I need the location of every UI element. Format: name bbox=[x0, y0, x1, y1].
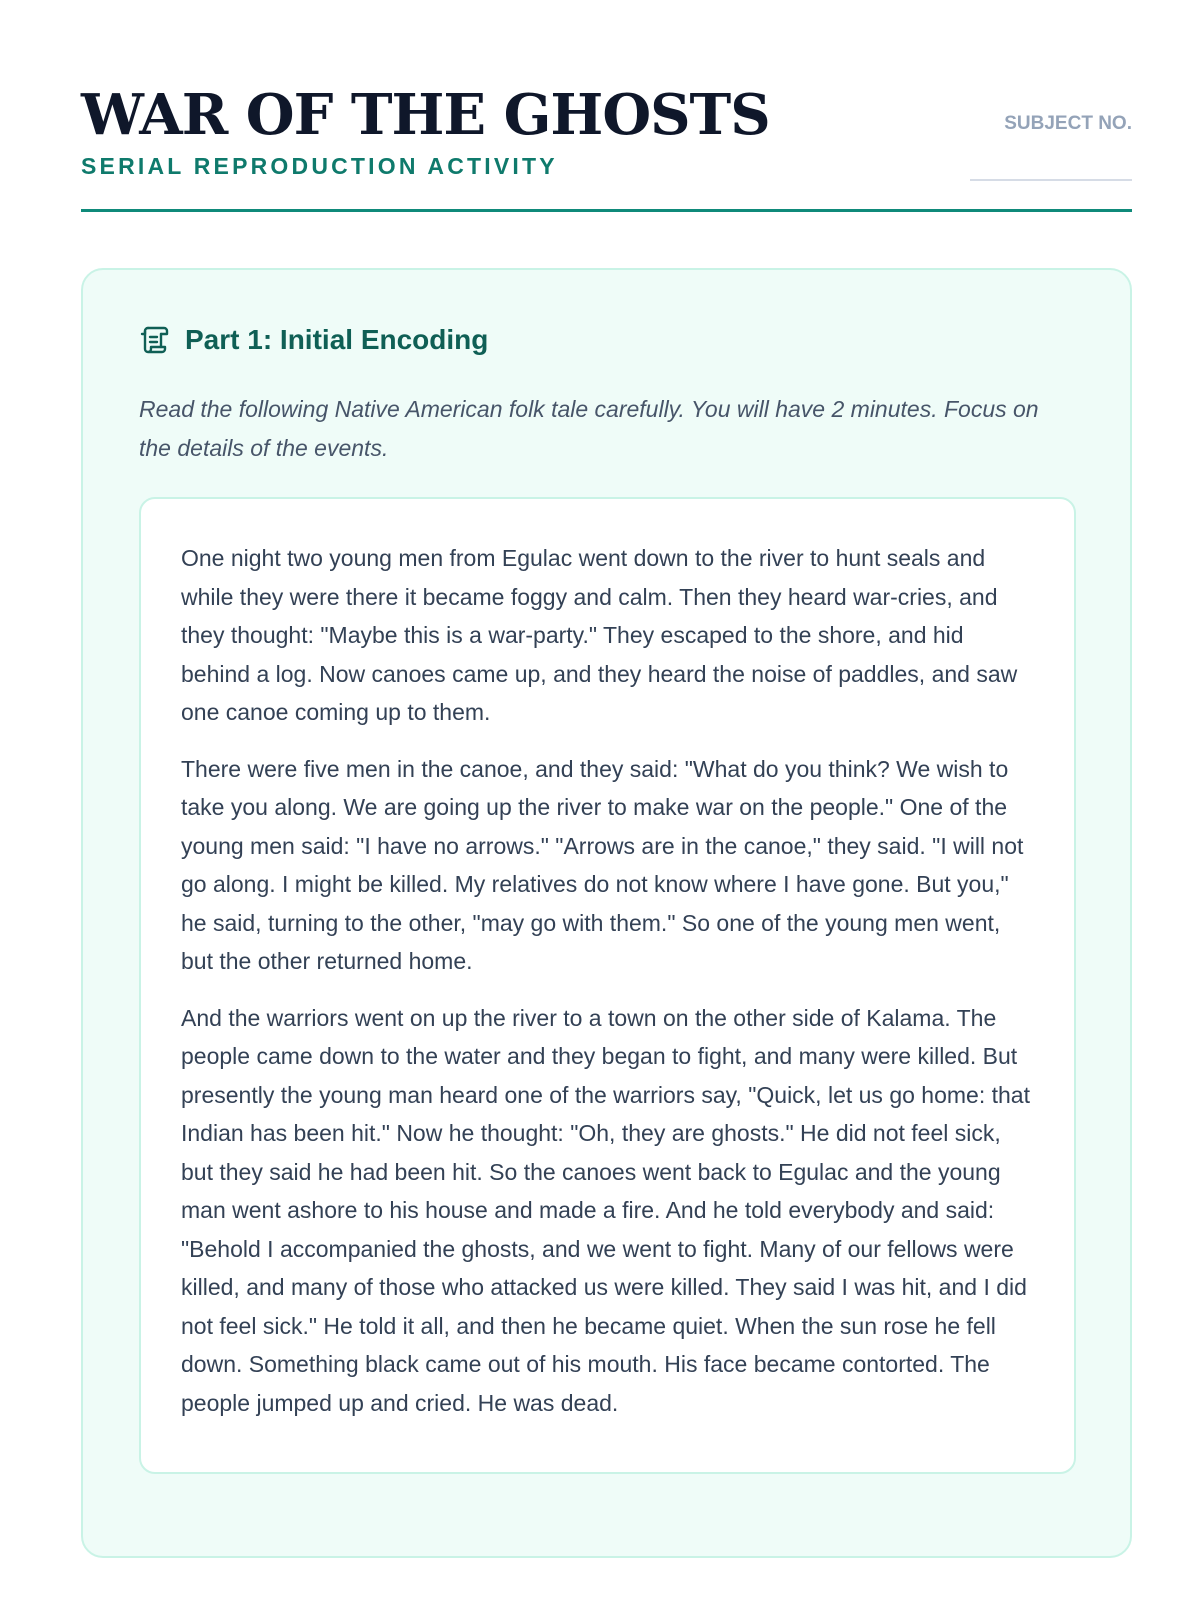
story-paragraph: And the warriors went on up the river to a town on the other side of Kalama. The people came down to the water and they began to fight, and many were killed. But presently the young man heard one of the warriors say, "Quick, let us go home: that Indian has been hit." Now he thought: "Oh, they are ghosts." He did not feel sick, but they said he had been hit. So the canoes went back to Egulac and the young man went ashore to his house and made a fire. And he told everybody and said: "Behold I accompanied the ghosts, and we went to fight. Many of our fellows were killed, and many of those who attacked us were killed. They said I was hit, and I did not feel sick." He told it all, and then he became quiet. When the sun rose he fell down. Something black came out of his mouth. His face became contorted. The people jumped up and cried. He was dead. bbox=[181, 1004, 1030, 1416]
section-header bbox=[139, 320, 488, 360]
story-paragraph: One night two young men from Egulac went down to the river to hunt seals and while they were there it became foggy and calm. Then they heard war-cries, and they thought: "Maybe this is a war-party." They escaped to the shore, and hid behind a log. Now canoes came up, and they heard the noise of paddles, and saw one canoe coming up to them. bbox=[181, 545, 1018, 725]
subject-number-label: SUBJECT NO. bbox=[1004, 113, 1132, 134]
scroll-icon bbox=[139, 324, 171, 356]
story-text-box bbox=[139, 497, 1076, 1474]
page-subtitle: SERIAL REPRODUCTION ACTIVITY bbox=[81, 153, 558, 179]
page-title: WAR OF THE GHOSTS bbox=[81, 82, 770, 148]
instructions-text: Read the following Native American folk tale carefully. You will have 2 minutes. Focus on the details of the events. bbox=[139, 396, 1039, 461]
story-paragraph: There were five men in the canoe, and they said: "What do you think? We wish to take you along. We are going up the river to make war on the people." One of the young men said: "I have no arrows." "Arrows are in the canoe," they said. "I will not go along. I might be killed. My relatives do not know where I have gone. But you," he said, turning to the other, "may go with them." So one of the young men went, but the other returned home. bbox=[181, 755, 1024, 974]
subject-number-field[interactable] bbox=[970, 179, 1132, 181]
section-title: Part 1: Initial Encoding bbox=[185, 324, 489, 355]
part-1-card bbox=[81, 268, 1132, 1558]
page-header bbox=[81, 82, 1132, 212]
